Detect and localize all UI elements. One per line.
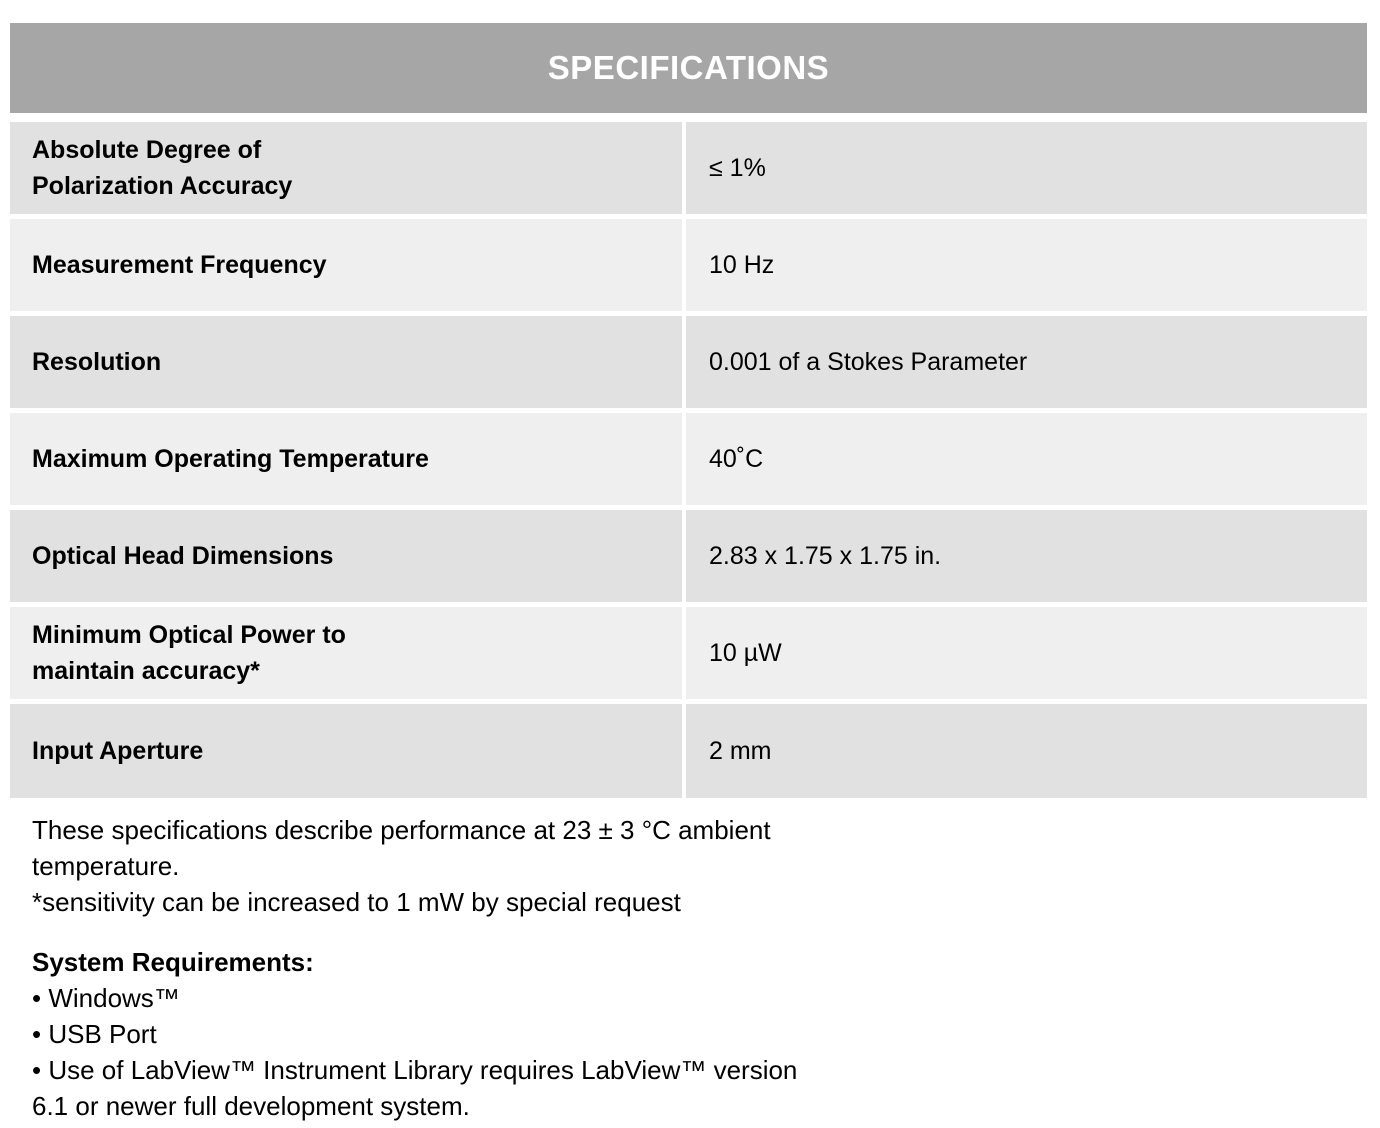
spec-value: ≤ 1%	[686, 122, 1367, 214]
table-row	[10, 219, 1367, 316]
footnote-line: *sensitivity can be increased to 1 mW by special request	[32, 887, 681, 917]
system-requirements	[32, 944, 797, 1124]
spec-value: 0.001 of a Stokes Parameter	[686, 316, 1367, 408]
requirement-item: • Use of LabView™ Instrument Library requires LabView™ version	[32, 1055, 798, 1085]
requirement-item: • Windows™	[32, 983, 180, 1013]
spec-label-line: Maximum Operating Temperature	[32, 445, 429, 473]
spec-value: 2 mm	[686, 704, 1367, 798]
notes-section	[32, 812, 797, 1124]
table-row	[10, 704, 1367, 798]
spec-label	[10, 122, 686, 214]
table-row	[10, 122, 1367, 219]
footnote-line: These specifications describe performance at 23 ± 3 °C ambient	[32, 815, 771, 845]
spec-label-line: Minimum Optical Power to	[32, 621, 346, 649]
spec-value: 10 Hz	[686, 219, 1367, 311]
specifications-table	[10, 23, 1367, 798]
spec-label	[10, 510, 686, 602]
spec-label-line: Absolute Degree of	[32, 136, 262, 164]
spec-label	[10, 607, 686, 699]
requirements-title: System Requirements:	[32, 947, 314, 977]
spec-value: 10 µW	[686, 607, 1367, 699]
table-row	[10, 607, 1367, 704]
spec-label-line: Measurement Frequency	[32, 251, 327, 279]
table-title: SPECIFICATIONS	[547, 49, 830, 86]
spec-label	[10, 219, 686, 311]
table-row	[10, 316, 1367, 413]
spec-label-line: Optical Head Dimensions	[32, 542, 334, 570]
table-row	[10, 510, 1367, 607]
footnote-block	[32, 812, 797, 920]
spec-value: 40˚C	[686, 413, 1367, 505]
requirement-item-continued: 6.1 or newer full development system.	[32, 1091, 470, 1121]
spec-value: 2.83 x 1.75 x 1.75 in.	[686, 510, 1367, 602]
spec-label	[10, 316, 686, 408]
spec-label-line: Input Aperture	[32, 737, 204, 765]
requirement-item: • USB Port	[32, 1019, 157, 1049]
spec-label	[10, 704, 686, 798]
table-header	[10, 23, 1367, 122]
spec-label-line: maintain accuracy*	[32, 657, 260, 685]
spec-label	[10, 413, 686, 505]
spec-label-line: Polarization Accuracy	[32, 172, 293, 200]
spec-label-line: Resolution	[32, 348, 162, 376]
table-row	[10, 413, 1367, 510]
footnote-line: temperature.	[32, 851, 180, 881]
